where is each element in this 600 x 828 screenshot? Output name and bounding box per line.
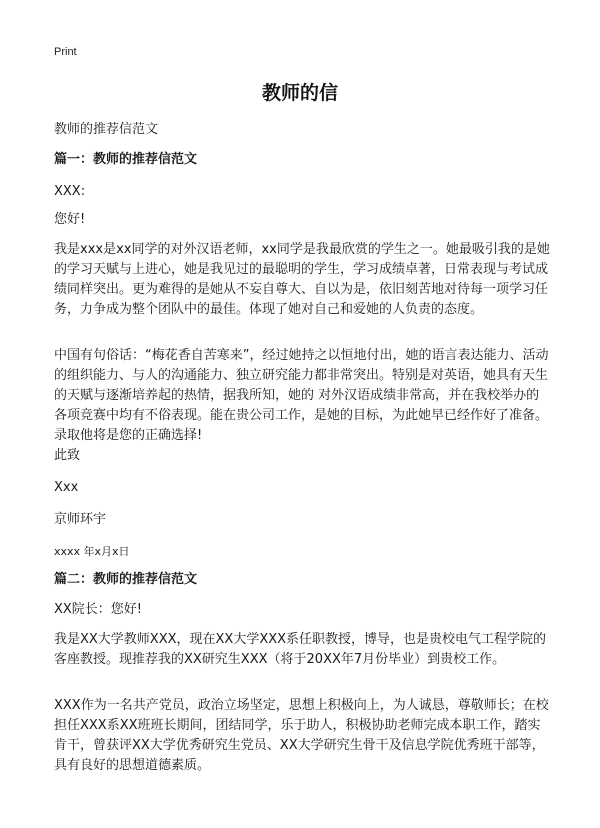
- paragraph-part2-2: XXX作为一名共产党员，政治立场坚定，思想上积极向上，为人诚恳，尊敬师长；在校担任XXX系XX班班长期间，团结同学，乐于助人，积极协助老师完成本职工作，踏实肯干，曾获评XX大学优秀研究生党员、XX大学研究生骨干及信息学院优秀班干部等，具有良好的思想道德素质。: [54, 698, 549, 773]
- section-heading-part1: 篇一：教师的推荐信范文: [54, 152, 198, 167]
- paragraph-part2-1: 我是XX大学教师XXX，现在XX大学XXX系任职教授，博导，也是贵校电气工程学院的客座教授。现推荐我的XX研究生XXX（将于20XX年7月份毕业）到贵校工作。: [54, 632, 547, 667]
- paragraph-part1-1: 我是xxx是xx同学的对外汉语老师，xx同学是我最欣赏的学生之一。她最吸引我的是她的学习天赋与上进心，她是我见过的最聪明的学生，学习成绩卓著，日常表现与考试成绩同样突出。更为难得的是她从不妄自尊大、自以为是，依旧刻苦地对待每一项学习任务，力争成为整个团队中的最佳。体现了她对自己和爱她的人负责的态度。: [54, 242, 550, 317]
- print-label[interactable]: Print: [54, 46, 77, 58]
- closing: 此致: [54, 448, 81, 463]
- paragraph-part1-2: 中国有句俗话：“梅花香自苦寒来”，经过她持之以恒地付出，她的语言表达能力、活动的组织能力、与人的沟通能力、独立研究能力都非常突出。特别是对英语，她具有天生的天赋与逐渐培养起的热情，据我所知，她的 对外汉语成绩非常高，并在我校举办的各项竞赛中均有不俗表现。能在贵公司工作，是她的目标，为此她早已经作好了准备。 录取他将是您的正确选择!: [54, 348, 549, 443]
- letter-date: xxxx 年x月x日: [54, 545, 130, 558]
- signature: Xxx: [54, 480, 79, 495]
- section-heading-part2: 篇二：教师的推荐信范文: [54, 572, 198, 587]
- signer-name: 京师环宇: [54, 512, 107, 527]
- document-subtitle: 教师的推荐信范文: [54, 122, 159, 137]
- salutation-part2: XX院长：您好!: [54, 602, 143, 617]
- page-title: 教师的信: [261, 82, 338, 104]
- salutation-part1: XXX:: [54, 184, 86, 199]
- greeting-part1: 您好!: [54, 212, 86, 227]
